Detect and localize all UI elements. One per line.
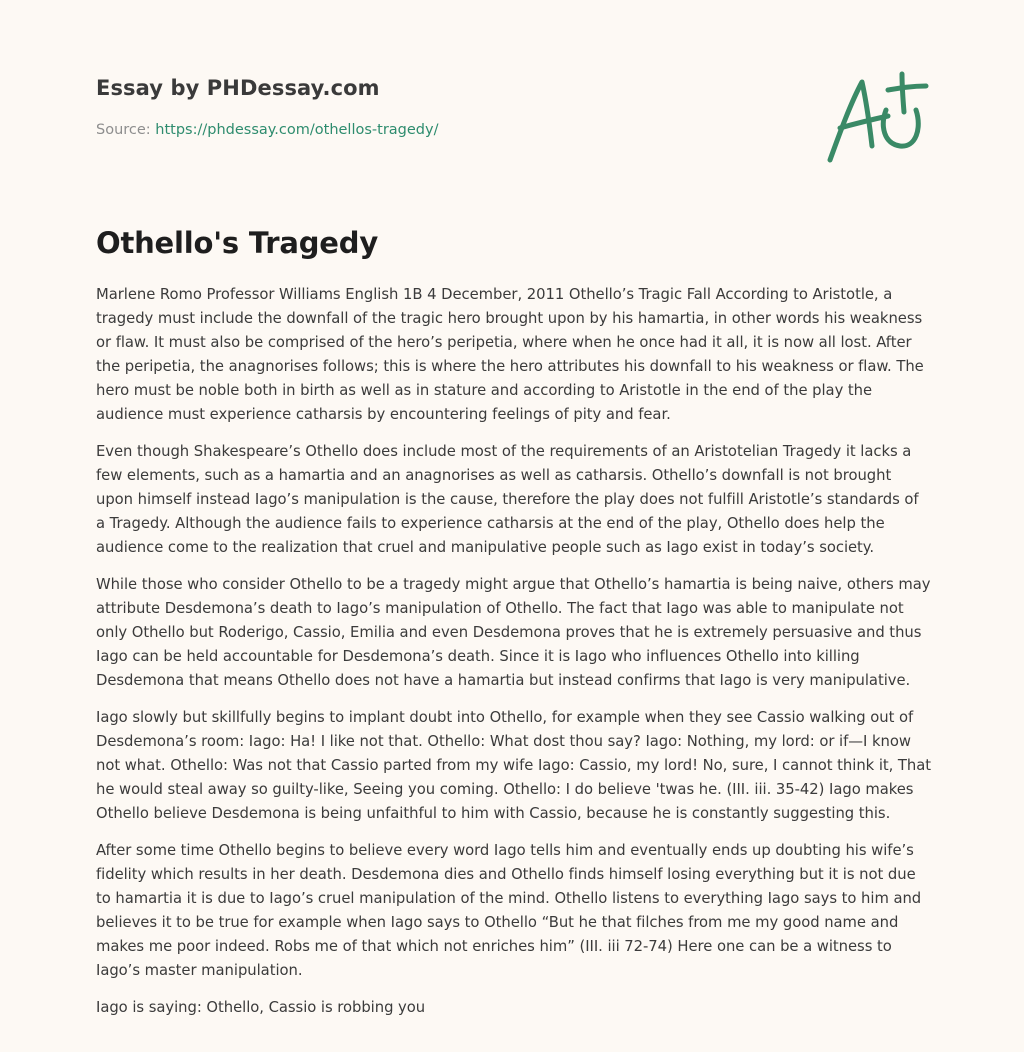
essay-paragraph: Iago slowly but skillfully begins to implant doubt into Othello, for example when they see Cassio walking out of Desdemona’s room: Iago: Ha! I like not that. Othello: What dost thou say? Iago: Nothing, my lord: or if—I know not what. Othello: Was not that Cassio parted from my wife Iago: Cassio, my lord! No, sure, I cannot think it, That he would steal away so guilty-like, Seeing you coming. Othello: I do believe 'twas he. (III. iii. 35-42) Iago makes Othello believe Desdemona is being unfaithful to him with Cassio, because he is constantly suggesting this.: [96, 709, 932, 822]
essay-paragraph: Iago is saying: Othello, Cassio is robbing you: [96, 999, 426, 1016]
essay-paragraph: After some time Othello begins to believe every word Iago tells him and eventually ends up doubting his wife’s fidelity which results in her death. Desdemona dies and Othello finds himself losing everything but it is not due to hamartia it is due to Iago’s cruel manipulation of the mind. Othello listens to everything Iago says to him and believes it to be true for example when Iago says to Othello “But he that filches from me my good name and makes me poor indeed. Robs me of that which not enriches him” (III. iii 72-74) Here one can be a witness to Iago’s master manipulation.: [96, 842, 922, 979]
essay-title: Othello's Tragedy: [96, 226, 379, 260]
source-line: [96, 122, 796, 138]
a-plus-grade-logo-icon: [820, 66, 930, 166]
source-label: Source:: [96, 122, 156, 138]
essay-paragraph: Marlene Romo Professor Williams English 1B 4 December, 2011 Othello’s Tragic Fall According to Aristotle, a tragedy must include the downfall of the tragic hero brought upon by his hamartia, in other words his weakness or flaw. It must also be comprised of the hero’s peripetia, where when he once had it all, it is now all lost. After the peripetia, the anagnorises follows; this is where the hero attributes his downfall to his weakness or flaw. The hero must be noble both in birth as well as in stature and according to Aristotle in the end of the play the audience must experience catharsis by encountering feelings of pity and fear.: [96, 286, 924, 423]
source-link[interactable]: https://phdessay.com/othellos-tragedy/: [155, 122, 439, 138]
brand-title: Essay by PHDessay.com: [96, 76, 380, 100]
essay-paragraph: Even though Shakespeare’s Othello does include most of the requirements of an Aristotelian Tragedy it lacks a few elements, such as a hamartia and an anagnorises as well as catharsis. Othello’s downfall is not brought upon himself instead Iago’s manipulation is the cause, therefore the play does not fulfill Aristotle’s standards of a Tragedy. Although the audience fails to experience catharsis at the end of the play, Othello does help the audience come to the realization that cruel and manipulative people such as Iago exist in today’s society.: [96, 443, 919, 556]
essay-body: [96, 283, 932, 1033]
essay-paragraph: While those who consider Othello to be a tragedy might argue that Othello’s hamartia is being naive, others may attribute Desdemona’s death to Iago’s manipulation of Othello. The fact that Iago was able to manipulate not only Othello but Roderigo, Cassio, Emilia and even Desdemona proves that he is extremely persuasive and thus Iago can be held accountable for Desdemona’s death. Since it is Iago who influences Othello into killing Desdemona that means Othello does not have a hamartia but instead confirms that Iago is very manipulative.: [96, 576, 931, 689]
page-header: [96, 76, 796, 138]
